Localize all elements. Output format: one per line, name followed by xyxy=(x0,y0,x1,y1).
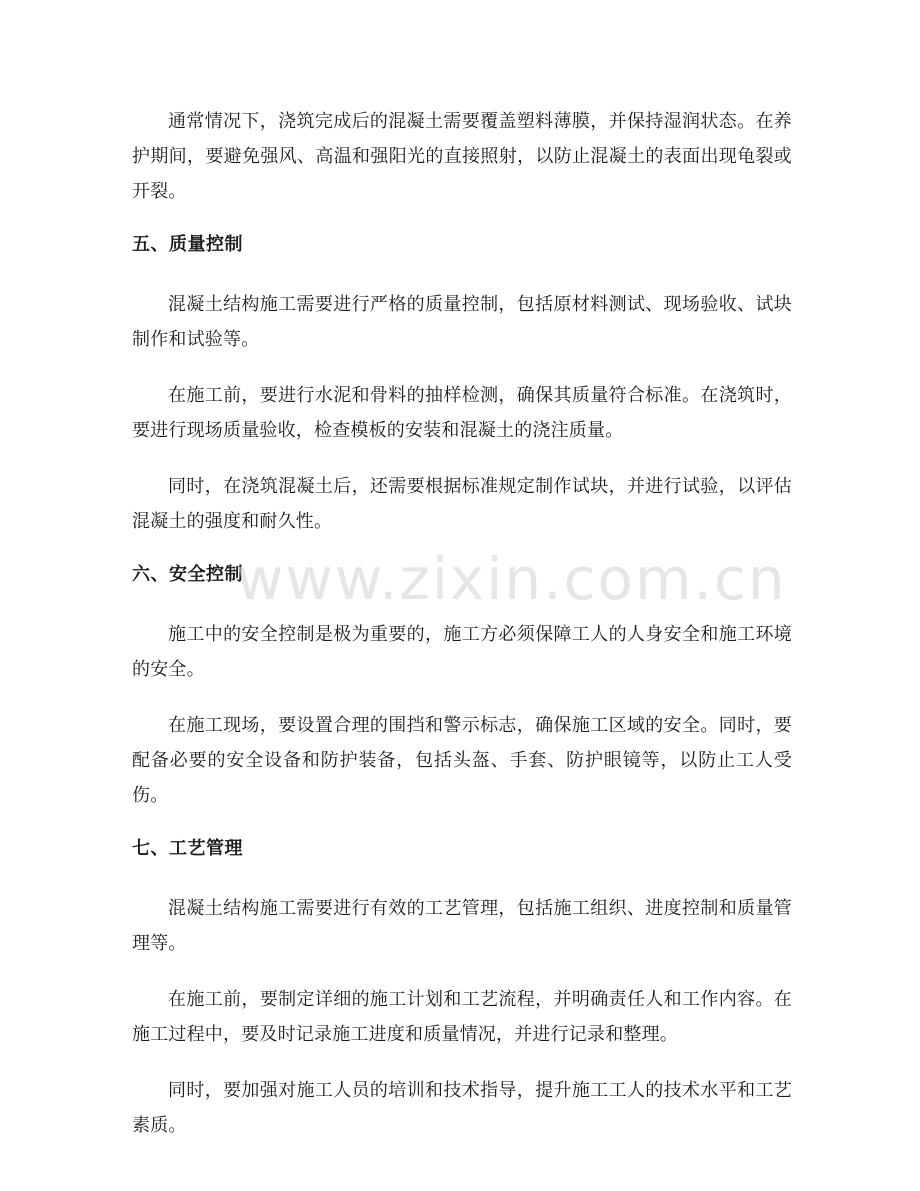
document-body xyxy=(132,104,792,1164)
paragraph-process-planning: 在施工前，要制定详细的施工计划和工艺流程，并明确责任人和工作内容。在施工过程中，要及时记录施工进度和质量情况，并进行记录和整理。 xyxy=(132,989,792,1045)
section-heading-safety-control: 六、安全控制 xyxy=(132,564,243,585)
section-heading-process-management: 七、工艺管理 xyxy=(132,838,243,859)
paragraph-quality-inspection: 在施工前，要进行水泥和骨料的抽样检测，确保其质量符合标准。在浇筑时，要进行现场质量验收，检查模板的安装和混凝土的浇注质量。 xyxy=(132,385,792,441)
paragraph-quality-intro: 混凝土结构施工需要进行严格的质量控制，包括原材料测试、现场验收、试块制作和试验等。 xyxy=(132,294,792,350)
paragraph-process-training: 同时，要加强对施工人员的培训和技术指导，提升施工工人的技术水平和工艺素质。 xyxy=(132,1080,792,1136)
paragraph-safety-measures: 在施工现场，要设置合理的围挡和警示标志，确保施工区域的安全。同时，要配备必要的安全设备和防护装备，包括头盔、手套、防护眼镜等，以防止工人受伤。 xyxy=(132,715,792,806)
paragraph-process-intro: 混凝土结构施工需要进行有效的工艺管理，包括施工组织、进度控制和质量管理等。 xyxy=(132,898,792,954)
paragraph-safety-intro: 施工中的安全控制是极为重要的，施工方必须保障工人的人身安全和施工环境的安全。 xyxy=(132,624,792,680)
section-heading-quality-control: 五、质量控制 xyxy=(132,234,243,255)
watermark-text: www.zixin.com.cn xyxy=(236,545,787,613)
paragraph-curing: 通常情况下，浇筑完成后的混凝土需要覆盖塑料薄膜，并保持湿润状态。在养护期间，要避免强风、高温和强阳光的直接照射，以防止混凝土的表面出现龟裂或开裂。 xyxy=(132,111,792,202)
paragraph-quality-testing: 同时，在浇筑混凝土后，还需要根据标准规定制作试块，并进行试验，以评估混凝土的强度和耐久性。 xyxy=(132,476,792,532)
